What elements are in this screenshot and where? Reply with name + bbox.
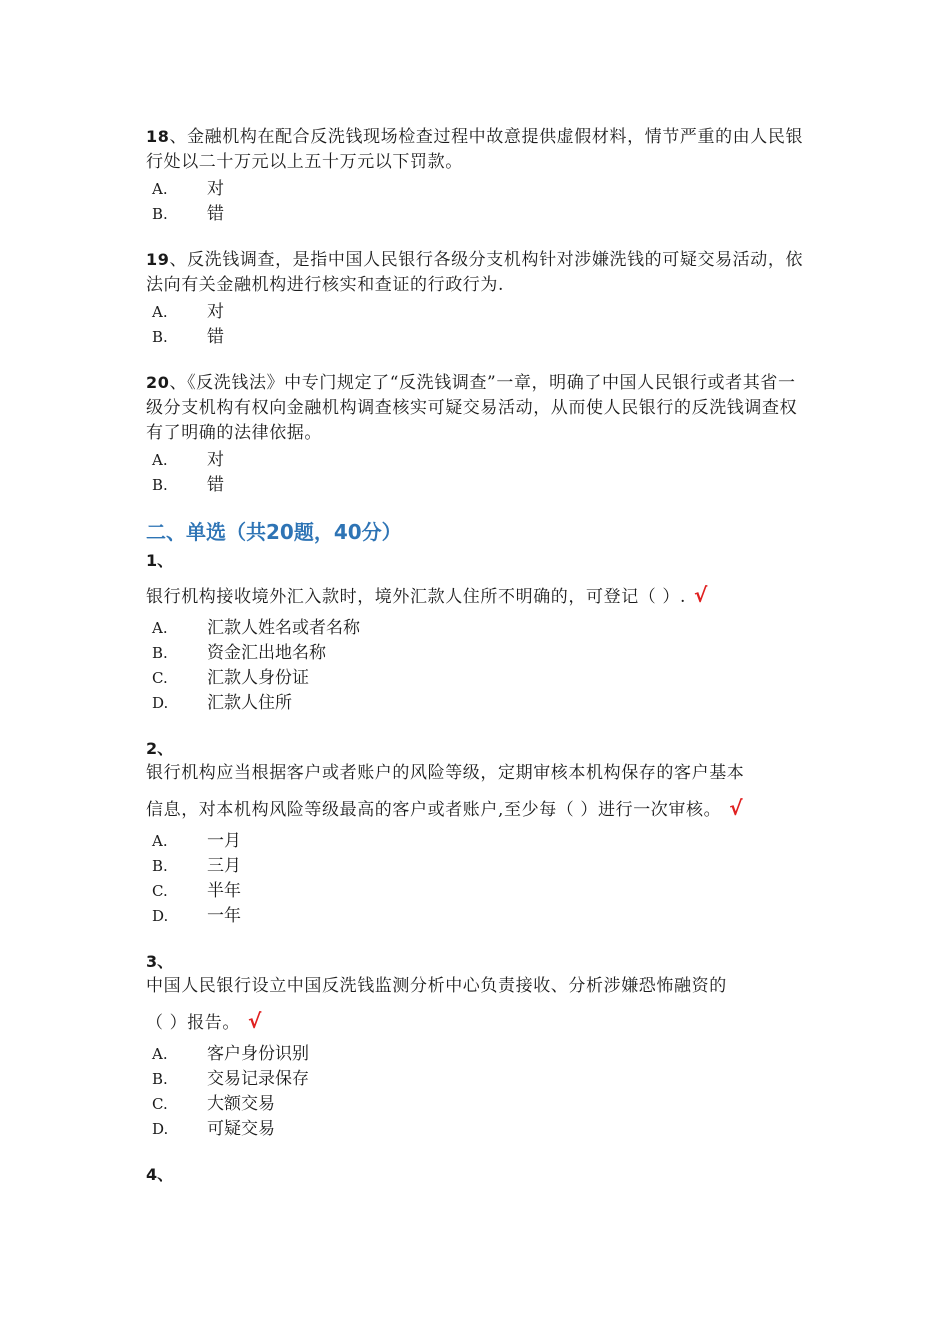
question-stem: [146, 583, 810, 610]
option-text: 汇款人住所: [207, 693, 292, 713]
option-text: 一月: [207, 831, 241, 851]
mc-question-4: [146, 1162, 810, 1187]
question-body: 、《反洗钱法》中专门规定了“反洗钱调查”一章，明确了中国人民银行或者其省一级分支机构有权向金融机构调查核实可疑交易活动，从而使人民银行的反洗钱调查权有了明确的法律依据。: [146, 373, 798, 443]
option-text: 对: [207, 450, 224, 470]
question-stem: [146, 796, 810, 823]
checkmark-icon: √: [694, 583, 708, 607]
option-b[interactable]: [146, 202, 810, 227]
option-list: [146, 1042, 810, 1142]
document-page: [146, 124, 810, 1207]
option-text: 半年: [207, 881, 241, 901]
option-text: 可疑交易: [207, 1119, 275, 1139]
option-letter: D.: [152, 1120, 169, 1138]
option-text: 大额交易: [207, 1094, 275, 1114]
option-c[interactable]: [146, 879, 810, 904]
question-stem-line: 信息，对本机构风险等级最高的客户或者账户,至少每（ ）进行一次审核。: [146, 800, 722, 820]
mc-question-3: [146, 949, 810, 1142]
option-a[interactable]: [146, 616, 810, 641]
option-letter: B.: [152, 1070, 168, 1088]
option-list: [146, 616, 810, 716]
option-a[interactable]: [146, 1042, 810, 1067]
option-c[interactable]: [146, 666, 810, 691]
question-text: [146, 370, 810, 446]
option-text: 错: [207, 475, 224, 495]
question-body: 、金融机构在配合反洗钱现场检查过程中故意提供虚假材料，情节严重的由人民银行处以二十万元以上五十万元以下罚款。: [146, 127, 804, 172]
option-letter: A.: [152, 832, 168, 850]
option-b[interactable]: [146, 325, 810, 350]
option-a[interactable]: [146, 177, 810, 202]
mc-question-2: [146, 736, 810, 929]
tf-question-19: [146, 247, 810, 350]
question-stem-line: 中国人民银行设立中国反洗钱监测分析中心负责接收、分析涉嫌恐怖融资的: [146, 976, 727, 996]
option-c[interactable]: [146, 1092, 810, 1117]
option-letter: B.: [152, 857, 168, 875]
question-number: 2、: [146, 739, 174, 758]
question-body: 、反洗钱调查，是指中国人民银行各级分支机构针对涉嫌洗钱的可疑交易活动，依法向有关金融机构进行核实和查证的行政行为.: [146, 250, 804, 295]
option-letter: B.: [152, 476, 168, 494]
question-number: 19: [146, 250, 170, 269]
option-letter: A.: [152, 619, 168, 637]
option-text: 错: [207, 204, 224, 224]
option-letter: A.: [152, 451, 168, 469]
option-list: [146, 448, 810, 498]
question-stem-line: 银行机构接收境外汇入款时，境外汇款人住所不明确的，可登记（ ）.: [146, 587, 687, 607]
option-letter: A.: [152, 303, 168, 321]
question-text: [146, 124, 810, 175]
question-number: 20: [146, 373, 170, 392]
option-list: [146, 829, 810, 929]
checkmark-icon: √: [729, 796, 744, 820]
option-d[interactable]: [146, 691, 810, 716]
option-text: 客户身份识别: [207, 1044, 309, 1064]
option-letter: C.: [152, 669, 168, 687]
option-b[interactable]: [146, 854, 810, 879]
question-stem-line: 银行机构应当根据客户或者账户的风险等级，定期审核本机构保存的客户基本: [146, 763, 745, 783]
question-stem-line: （ ）报告。: [146, 1013, 241, 1033]
question-number: 18: [146, 127, 170, 146]
option-text: 资金汇出地名称: [207, 643, 326, 663]
option-letter: A.: [152, 180, 168, 198]
option-d[interactable]: [146, 904, 810, 929]
option-list: [146, 300, 810, 350]
option-b[interactable]: [146, 641, 810, 666]
section-title: 二、单选（共20题，40分）: [146, 520, 402, 544]
checkmark-icon: √: [248, 1009, 262, 1033]
option-b[interactable]: [146, 473, 810, 498]
question-number: 1、: [146, 551, 174, 570]
option-letter: C.: [152, 1095, 168, 1113]
option-text: 汇款人身份证: [207, 668, 309, 688]
option-a[interactable]: [146, 300, 810, 325]
option-text: 三月: [207, 856, 241, 876]
option-text: 错: [207, 327, 224, 347]
option-list: [146, 177, 810, 227]
question-stem: [146, 1009, 810, 1036]
question-text: [146, 247, 810, 298]
option-text: 汇款人姓名或者名称: [207, 618, 360, 638]
option-letter: B.: [152, 205, 168, 223]
option-a[interactable]: [146, 448, 810, 473]
option-text: 对: [207, 179, 224, 199]
option-letter: D.: [152, 907, 169, 925]
question-number: 4、: [146, 1165, 174, 1184]
option-text: 交易记录保存: [207, 1069, 309, 1089]
tf-question-20: [146, 370, 810, 498]
option-letter: B.: [152, 328, 168, 346]
option-letter: A.: [152, 1045, 168, 1063]
option-text: 一年: [207, 906, 241, 926]
option-b[interactable]: [146, 1067, 810, 1092]
mc-question-1: [146, 548, 810, 716]
option-letter: C.: [152, 882, 168, 900]
option-text: 对: [207, 302, 224, 322]
option-a[interactable]: [146, 829, 810, 854]
tf-question-18: [146, 124, 810, 227]
option-d[interactable]: [146, 1117, 810, 1142]
option-letter: D.: [152, 694, 169, 712]
option-letter: B.: [152, 644, 168, 662]
question-number: 3、: [146, 952, 174, 971]
